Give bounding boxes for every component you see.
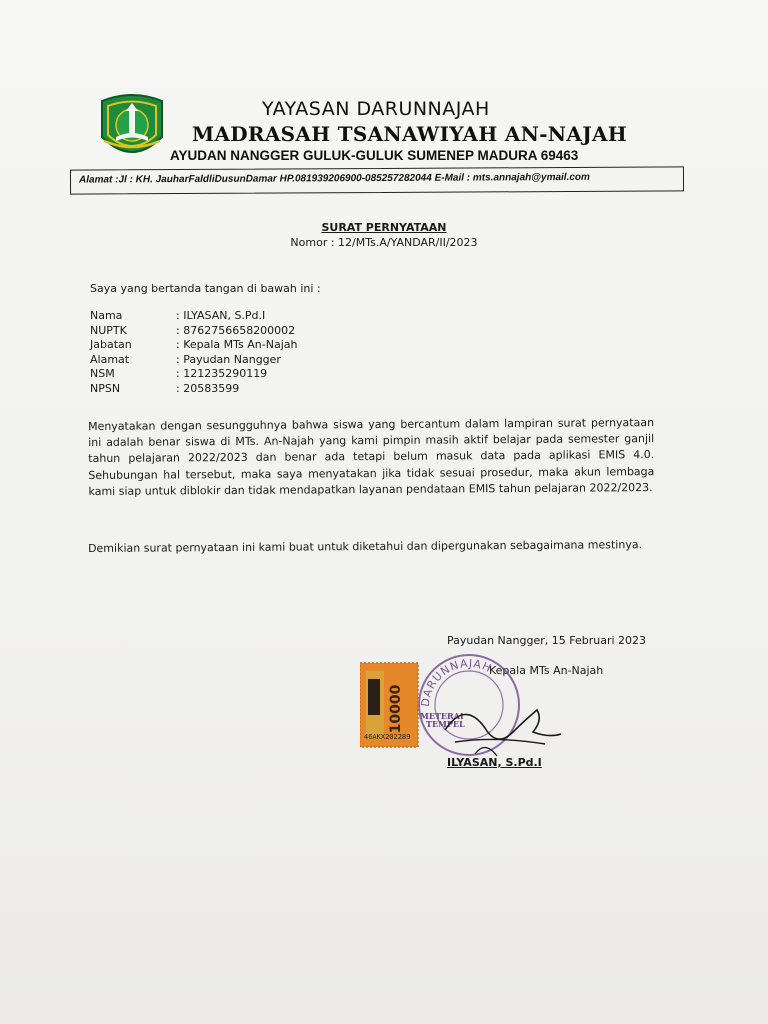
field-value: : 121235290119: [176, 367, 268, 380]
field-row: [90, 367, 297, 382]
document-title: SURAT PERNYATAAN: [321, 221, 447, 234]
field-row: [90, 338, 297, 353]
field-label: NUPTK: [90, 323, 127, 337]
address-text: Alamat :Jl : KH. JauharFaldliDusunDamar HP.081939206900-085257282044 E-Mail : mts.annajah@ymail.com: [78, 171, 590, 186]
meterai-label-2: TEMPEL: [426, 719, 465, 729]
stamp-arc-text: DARUNNAJAH: [418, 656, 494, 708]
signatory-name: ILYASAN, S.Pd.I: [447, 756, 542, 769]
foundation-name: YAYASAN DARUNNAJAH: [262, 98, 490, 120]
field-row: [90, 382, 297, 397]
school-location: AYUDAN NANGGER GULUK-GULUK SUMENEP MADURA 69463: [170, 148, 579, 163]
field-row: [90, 309, 297, 324]
field-row: [90, 353, 297, 368]
field-label: NSM: [90, 367, 115, 380]
meterai-serial: 46AKX202289: [364, 733, 411, 741]
field-label: Alamat: [90, 352, 130, 366]
signatory-role: Kepala MTs An-Najah: [489, 664, 604, 677]
field-label: Nama: [90, 309, 123, 322]
intro-text: Saya yang bertanda tangan di bawah ini :: [90, 282, 321, 295]
place-date: Payudan Nangger, 15 Februari 2023: [447, 634, 647, 647]
field-value: : Payudan Nangger: [176, 352, 281, 366]
identity-fields: [90, 309, 297, 396]
madrasah-crest-icon: [94, 93, 170, 163]
field-value: : ILYASAN, S.Pd.I: [176, 309, 266, 322]
field-row: [90, 324, 297, 339]
meterai-value: 10000: [388, 684, 404, 734]
document-number: Nomor : 12/MTs.A/YANDAR/II/2023: [290, 236, 478, 249]
closing-paragraph: Demikian surat pernyataan ini kami buat untuk diketahui dan dipergunakan sebagaimana mestinya.: [88, 538, 643, 555]
school-name: MADRASAH TSANAWIYAH AN-NAJAH: [192, 122, 627, 146]
meterai-label-1: METERAI: [420, 711, 464, 721]
field-value: : Kepala MTs An-Najah: [176, 338, 298, 351]
field-value: : 8762756658200002: [176, 323, 296, 337]
statement-paragraph: Menyatakan dengan sesungguhnya bahwa siswa yang bercantum dalam lampiran surat pernyataan ini adalah benar siswa di MTs. An-Najah yang kami pimpin masih aktif belajar pada semester ganjil tahun pelajaran 2022/2023 dan benar ada tetapi belum masuk data pada aplikasi EMIS 4.0. Sehubungan hal tersebut, maka saya menyatakan jika tidak sesuai prosedur, maka akun lembaga kami siap untuk diblokir dan tidak mendapatkan layanan pendataan EMIS tahun pelajaran 2022/2023.: [88, 416, 655, 498]
address-box: [70, 166, 684, 194]
field-value: : 20583599: [176, 381, 240, 395]
field-label: NPSN: [90, 381, 121, 395]
field-label: Jabatan: [90, 338, 132, 351]
